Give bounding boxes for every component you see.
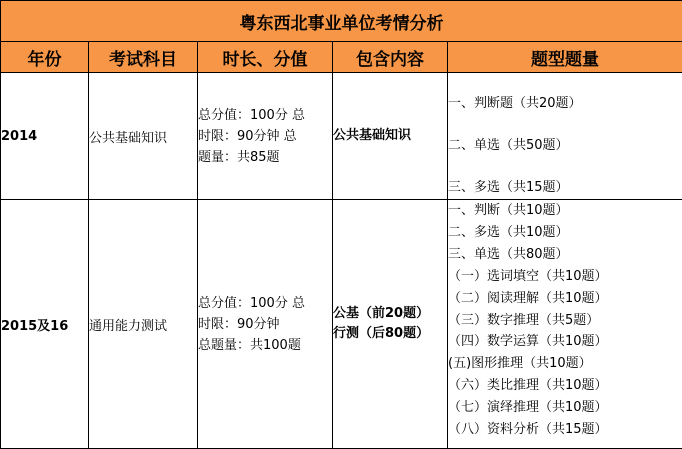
duration-line: 总题量：共100题 [198,335,332,356]
year-cell: 2014 [1,73,89,200]
header-question-types: 题型题量 [448,42,682,73]
type-item: （七）演绎推理（共10题） [448,397,682,419]
types-cell [448,200,682,449]
header-row [1,42,682,73]
duration-cell [198,200,333,449]
type-item: （三）数字推理（共5题） [448,310,682,332]
top-spacer [448,73,682,93]
type-item: 一、判断（共10题） [448,200,682,222]
type-item: （二）阅读理解（共10题） [448,288,682,310]
type-item: （六）类比推理（共10题） [448,375,682,397]
type-item: 二、多选（共10题） [448,222,682,244]
type-item: 三、多选（共15题） [448,177,682,199]
spacer [448,115,682,135]
table-title: 粤东西北事业单位考情分析 [1,1,682,42]
subject-cell: 公共基础知识 [89,73,198,200]
type-item: 二、单选（共50题） [448,135,682,157]
header-content: 包含内容 [333,42,448,73]
content-cell [333,200,448,449]
duration-line: 时限：90分钟 总 [198,126,332,147]
subject-cell: 通用能力测试 [89,200,198,449]
type-item: （一）选词填空（共10题） [448,266,682,288]
duration-line: 题量：共85题 [198,147,332,168]
content-line: 公共基础知识 [333,126,447,146]
type-item: （八）资料分析（共15题） [448,419,682,441]
header-duration-score: 时长、分值 [198,42,333,73]
duration-line: 总分值：100分 总 [198,105,332,126]
table-row [1,73,682,200]
year-cell: 2015及16 [1,200,89,449]
type-item: 一、判断题（共20题） [448,93,682,115]
duration-line: 总分值：100分 总 [198,293,332,314]
type-item: (五)图形推理（共10题） [448,353,682,375]
duration-cell [198,73,333,200]
spacer [448,157,682,177]
type-item: 三、单选（共80题） [448,244,682,266]
content-line: 行测（后80题） [333,324,447,344]
duration-line: 时限：90分钟 [198,314,332,335]
header-year: 年份 [1,42,89,73]
header-subject: 考试科目 [89,42,198,73]
types-cell [448,73,682,200]
title-row [1,1,682,42]
table-row [1,200,682,449]
content-line: 公基（前20题） [333,304,447,324]
content-cell [333,73,448,200]
type-item: （四）数学运算（共10题） [448,331,682,353]
